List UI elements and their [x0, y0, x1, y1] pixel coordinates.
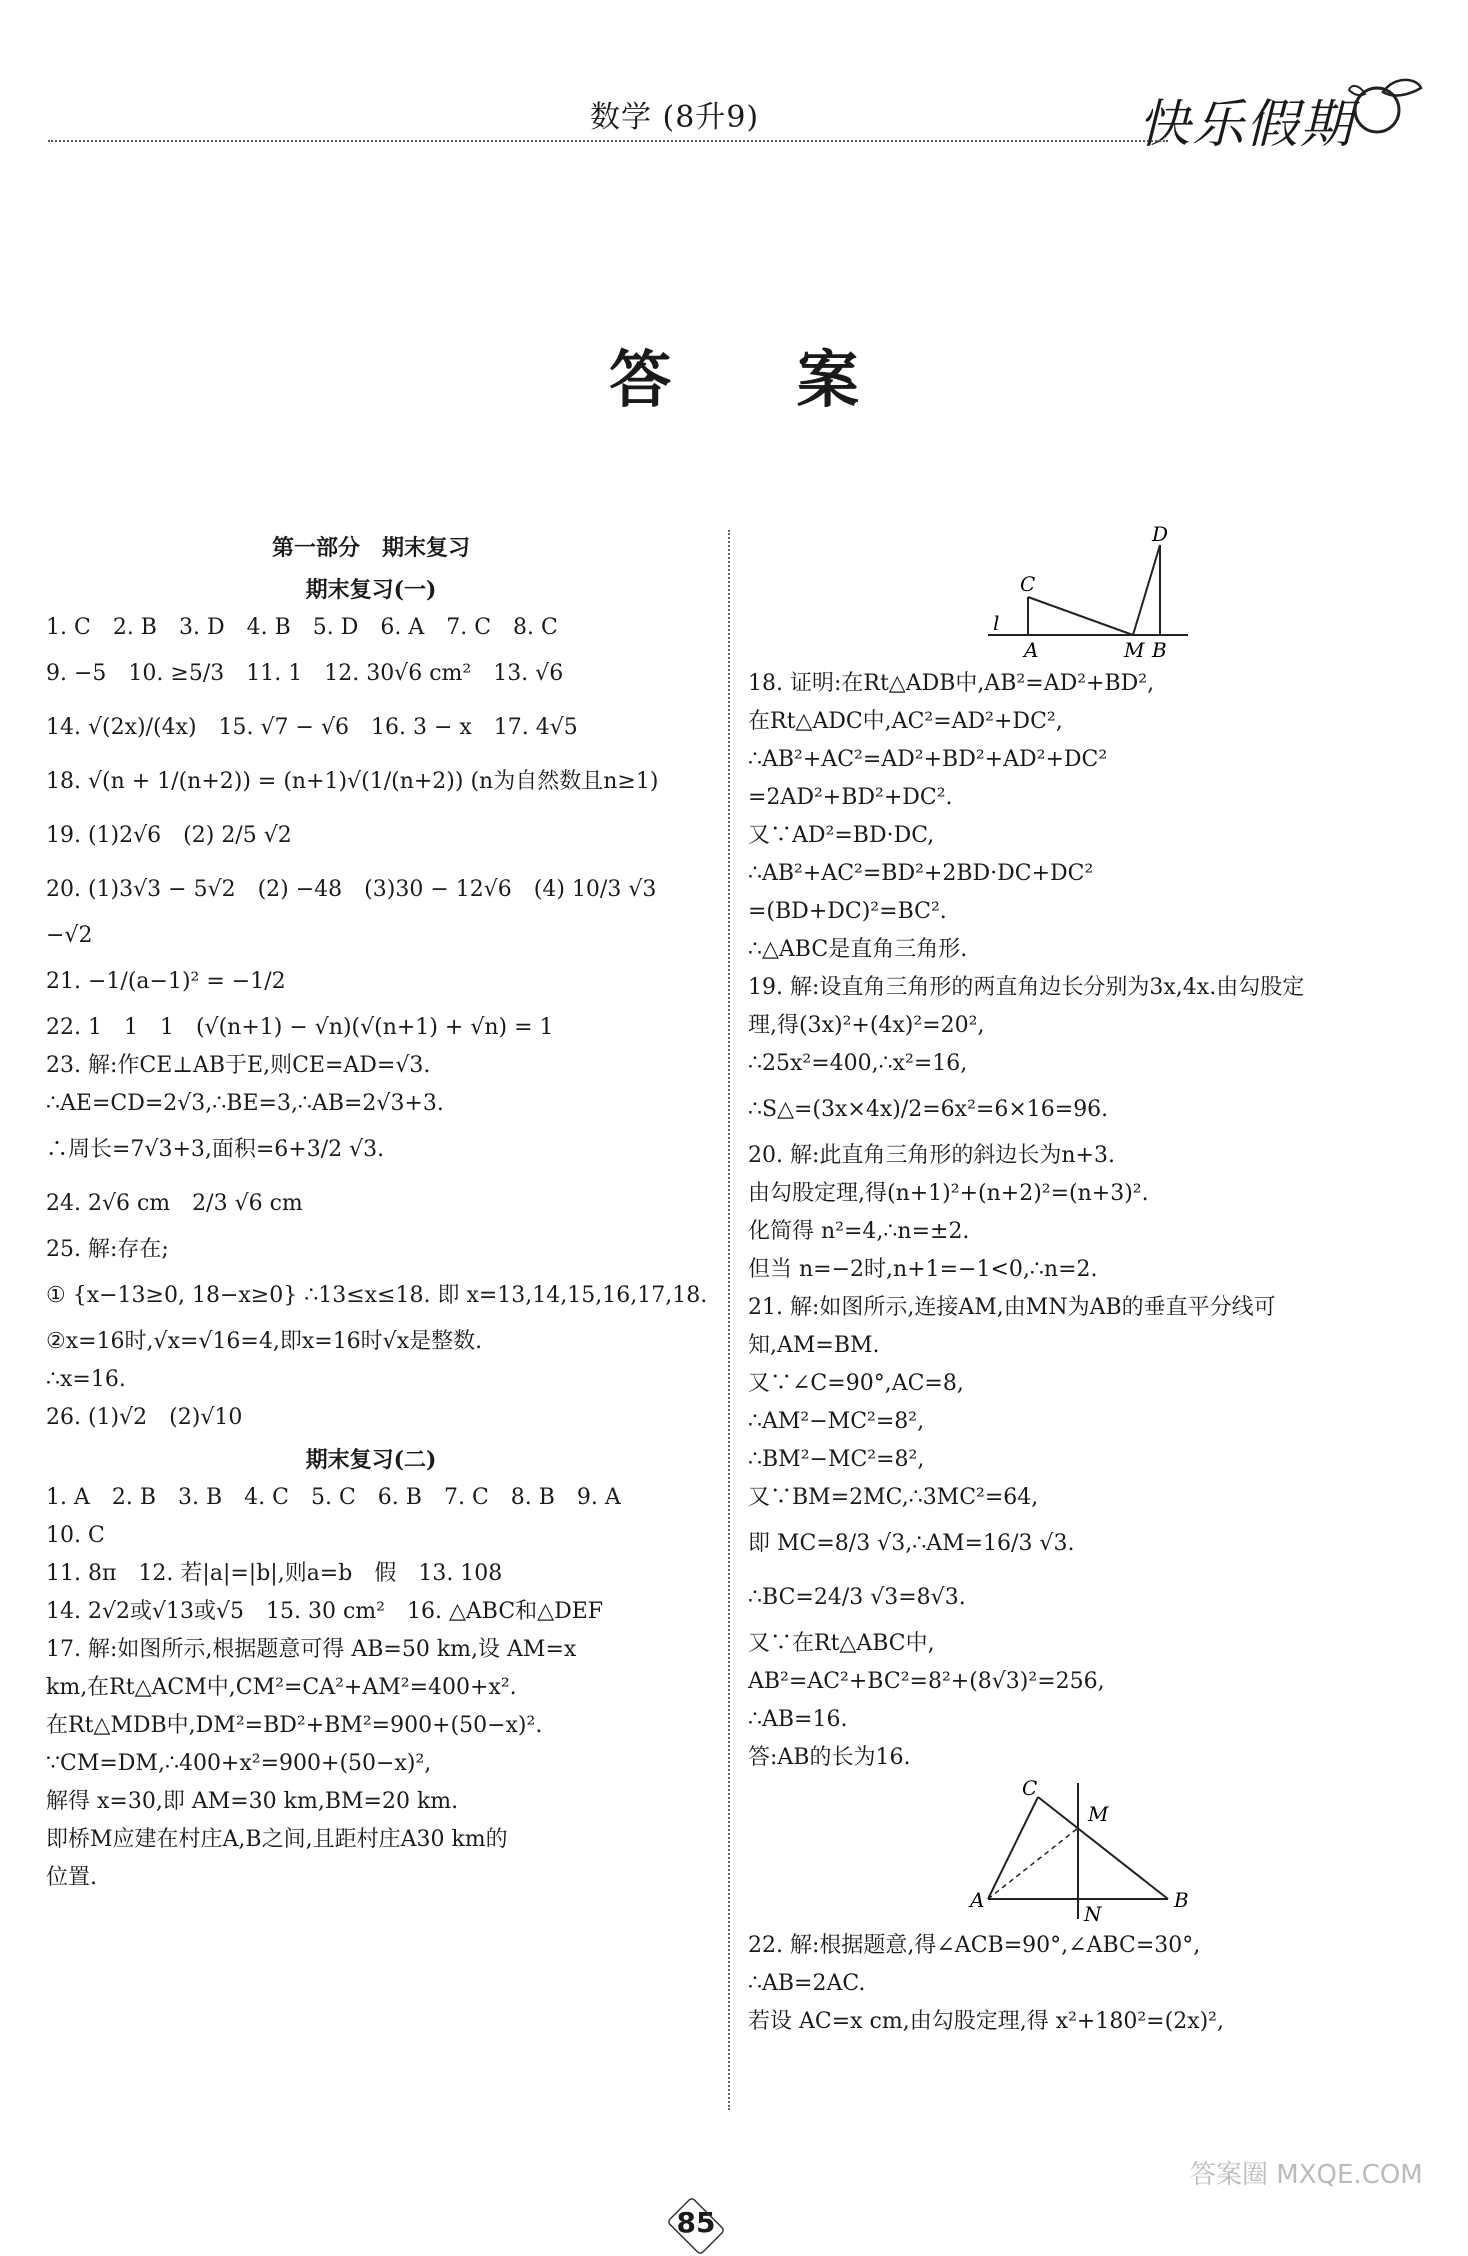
answer-line: 1. A 2. B 3. B 4. C 5. C 6. B 7. C 8. B 9. A — [46, 1485, 621, 1510]
answer-line: 在Rt△ADC中,AC²=AD²+DC², — [748, 709, 1063, 734]
answer-line: 理,得(3x)²+(4x)²=20², — [748, 1013, 985, 1038]
page-number: 85 — [656, 2206, 736, 2246]
bridge-diagram — [748, 525, 1348, 665]
answer-line: 化简得 n²=4,∴n=±2. — [748, 1219, 970, 1244]
answer-line: 22. 解:根据题意,得∠ACB=90°,∠ABC=30°, — [748, 1933, 1201, 1958]
answer-line: ∴△ABC是直角三角形. — [748, 937, 968, 962]
answer-line: 18. √(n + 1/(n+2)) = (n+1)√(1/(n+2)) (n为自然数且n≥1) — [46, 769, 659, 794]
header-rule — [48, 140, 1168, 142]
answer-line: 20. 解:此直角三角形的斜边长为n+3. — [748, 1143, 1115, 1168]
part-title: 第一部分 期末复习 — [271, 535, 470, 561]
fig1-label-B: B — [1152, 638, 1167, 662]
answer-line: ②x=16时,√x=√16=4,即x=16时√x是整数. — [46, 1329, 483, 1354]
answer-line: ① {x−13≥0, 18−x≥0} ∴13≤x≤18. 即 x=13,14,15,16,17,18. — [46, 1283, 708, 1308]
answer-line: 11. 8π 12. 若|a|=|b|,则a=b 假 13. 108 — [46, 1561, 503, 1586]
answer-line: =(BD+DC)²=BC². — [748, 899, 947, 924]
answer-line: 又∵AD²=BD·DC, — [748, 823, 935, 848]
answer-line: 14. 2√2或√13或√5 15. 30 cm² 16. △ABC和△DEF — [46, 1599, 604, 1624]
fig1-label-M: M — [1124, 638, 1145, 662]
header-subject: 数学 (8升9) — [590, 100, 760, 135]
answer-line: 位置. — [46, 1865, 97, 1890]
answer-line: ∴S△=(3x×4x)/2=6x²=6×16=96. — [748, 1097, 1109, 1122]
fig1-label-A: A — [1024, 638, 1039, 662]
answer-line: 若设 AC=x cm,由勾股定理,得 x²+180²=(2x)², — [748, 2009, 1224, 2034]
answer-line: ∴AB²+AC²=AD²+BD²+AD²+DC² — [748, 747, 1108, 772]
review2-title: 期末复习(二) — [305, 1447, 437, 1473]
fig2-label-B: B — [1174, 1888, 1189, 1912]
header-brand: 快乐假期 — [1138, 95, 1355, 155]
answer-line: ∴AB=2AC. — [748, 1971, 866, 1996]
watermark: 答案圈 MXQE.COM — [1190, 2160, 1423, 2190]
answer-line: 23. 解:作CE⊥AB于E,则CE=AD=√3. — [46, 1053, 431, 1078]
answer-line: 又∵在Rt△ABC中, — [748, 1631, 935, 1656]
answer-line: ∴25x²=400,∴x²=16, — [748, 1051, 968, 1076]
triangle-diagram — [748, 1777, 1348, 1927]
leaf-logo-icon — [1345, 70, 1425, 140]
answer-line: 在Rt△MDB中,DM²=BD²+BM²=900+(50−x)². — [46, 1713, 543, 1738]
review1-title: 期末复习(一) — [305, 577, 437, 603]
page-header — [0, 0, 1468, 155]
answer-line: 由勾股定理,得(n+1)²+(n+2)²=(n+3)². — [748, 1181, 1149, 1206]
answer-line: =2AD²+BD²+DC². — [748, 785, 953, 810]
answer-line: 24. 2√6 cm 2/3 √6 cm — [46, 1191, 303, 1216]
answer-line: 解得 x=30,即 AM=30 km,BM=20 km. — [46, 1789, 459, 1814]
fig1-label-l: l — [993, 611, 1000, 635]
answer-line: 19. (1)2√6 (2) 2/5 √2 — [46, 823, 292, 848]
page-title: 答 案 — [609, 343, 911, 416]
answer-line: −√2 — [46, 923, 93, 948]
answer-line: ∴AB²+AC²=BD²+2BD·DC+DC² — [748, 861, 1094, 886]
fig1-label-C: C — [1020, 572, 1036, 596]
answer-line: 18. 证明:在Rt△ADB中,AB²=AD²+BD², — [748, 671, 1155, 696]
answer-line: 14. √(2x)/(4x) 15. √7 − √6 16. 3 − x 17. 4√5 — [46, 715, 578, 740]
answer-line: ∴BM²−MC²=8², — [748, 1447, 925, 1472]
answer-line: 知,AM=BM. — [748, 1333, 880, 1358]
fig2-label-A: A — [970, 1888, 985, 1912]
answer-line: 即 MC=8/3 √3,∴AM=16/3 √3. — [748, 1531, 1075, 1556]
answer-line: 22. 1 1 1 (√(n+1) − √n)(√(n+1) + √n) = 1 — [46, 1015, 554, 1040]
column-divider — [728, 530, 730, 2110]
answer-line: 又∵BM=2MC,∴3MC²=64, — [748, 1485, 1039, 1510]
fig2-label-C: C — [1022, 1777, 1038, 1800]
answer-line: 17. 解:如图所示,根据题意可得 AB=50 km,设 AM=x — [46, 1637, 577, 1662]
answer-line: ∵CM=DM,∴400+x²=900+(50−x)², — [46, 1751, 432, 1776]
answer-line: ∴AB=16. — [748, 1707, 848, 1732]
answer-line: 答:AB的长为16. — [748, 1745, 911, 1770]
answer-line: ∴周长=7√3+3,面积=6+3/2 √3. — [46, 1137, 385, 1162]
answer-line: 又∵∠C=90°,AC=8, — [748, 1371, 964, 1396]
answer-line: 19. 解:设直角三角形的两直角边长分别为3x,4x.由勾股定 — [748, 975, 1305, 1000]
answer-line: 25. 解:存在; — [46, 1237, 169, 1262]
right-column — [748, 525, 1408, 2041]
answer-line: 21. −1/(a−1)² = −1/2 — [46, 969, 286, 994]
answer-line: 即桥M应建在村庄A,B之间,且距村庄A30 km的 — [46, 1827, 508, 1852]
answer-line: AB²=AC²+BC²=8²+(8√3)²=256, — [748, 1669, 1105, 1694]
left-column — [46, 525, 708, 1897]
answer-line: ∴AM²−MC²=8², — [748, 1409, 925, 1434]
answer-line: 21. 解:如图所示,连接AM,由MN为AB的垂直平分线可 — [748, 1295, 1276, 1320]
fig1-label-D: D — [1152, 525, 1169, 546]
answer-line: 10. C — [46, 1523, 105, 1548]
answer-line: km,在Rt△ACM中,CM²=CA²+AM²=400+x². — [46, 1675, 517, 1700]
answer-line: ∴x=16. — [46, 1367, 126, 1392]
answer-line: 9. −5 10. ≥5/3 11. 1 12. 30√6 cm² 13. √6 — [46, 661, 564, 686]
answer-line: ∴BC=24/3 √3=8√3. — [748, 1585, 966, 1610]
fig2-label-M: M — [1088, 1802, 1109, 1826]
answer-line: 但当 n=−2时,n+1=−1<0,∴n=2. — [748, 1257, 1098, 1282]
answer-line: 26. (1)√2 (2)√10 — [46, 1405, 243, 1430]
answer-line: ∴AE=CD=2√3,∴BE=3,∴AB=2√3+3. — [46, 1091, 444, 1116]
answer-line: 1. C 2. B 3. D 4. B 5. D 6. A 7. C 8. C — [46, 615, 558, 640]
fig2-label-N: N — [1084, 1902, 1102, 1926]
answer-line: 20. (1)3√3 − 5√2 (2) −48 (3)30 − 12√6 (4) 10/3 √3 — [46, 877, 657, 902]
